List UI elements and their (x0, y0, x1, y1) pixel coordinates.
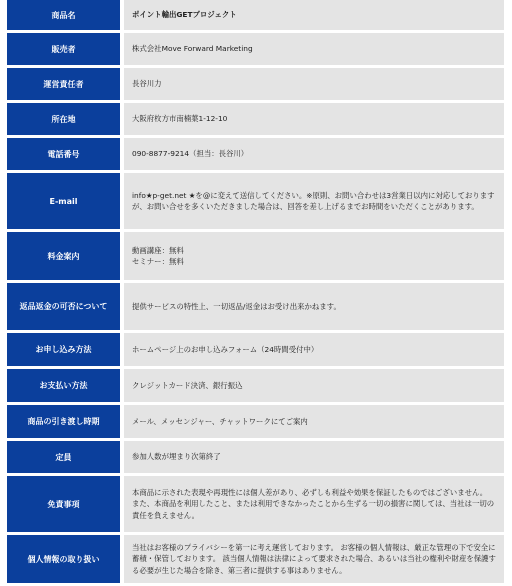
value-seller: 株式会社Move Forward Marketing (124, 33, 504, 65)
label-phone: 電話番号 (7, 138, 120, 170)
label-product-name: 商品名 (7, 0, 120, 30)
label-payment-method: お支払い方法 (7, 369, 120, 402)
label-capacity: 定員 (7, 441, 120, 473)
value-capacity: 参加人数が埋まり次第終了 (124, 441, 504, 473)
value-phone: 090-8877-9214（担当：長谷川） (124, 138, 504, 170)
row-refund-policy (7, 283, 504, 330)
value-address: 大阪府枚方市南楠葉1-12-10 (124, 103, 504, 135)
value-delivery-time: メール、メッセンジャー、チャットワークにてご案内 (124, 405, 504, 438)
row-delivery-time (7, 405, 504, 438)
row-disclaimer (7, 476, 504, 532)
company-info-table (7, 0, 504, 586)
value-disclaimer: 本商品に示された表現や再現性には個人差があり、必ずしも利益や効果を保証したものではございません。 また、本商品を利用したこと、または利用できなかったことから生ずる一切の損害に関しては、当社は一切の責任を負えません。 (124, 476, 504, 532)
label-refund-policy: 返品返金の可否について (7, 283, 120, 330)
label-application-method: お申し込み方法 (7, 333, 120, 366)
value-product-name: ポイント輸出GETプロジェクト (124, 0, 504, 30)
row-capacity (7, 441, 504, 473)
label-manager: 運営責任者 (7, 68, 120, 100)
value-pricing: 動画講座：無料 セミナー：無料 (124, 232, 504, 280)
label-privacy: 個人情報の取り扱い (7, 535, 120, 583)
row-payment-method (7, 369, 504, 402)
label-delivery-time: 商品の引き渡し時期 (7, 405, 120, 438)
row-pricing (7, 232, 504, 280)
label-seller: 販売者 (7, 33, 120, 65)
value-privacy: 当社はお客様のプライバシーを第一に考え運営しております。 お客様の個人情報は、厳正な管理の下で安全に蓄積・保管しております。 該当個人情報は法律によって要求された場合、あるいは当社の権利や財産を保護する必要が生じた場合を除き、第三者に提供する事はありません。 (124, 535, 504, 583)
row-application-method (7, 333, 504, 366)
value-refund-policy: 提供サービスの特性上、一切返品/返金はお受け出来かねます。 (124, 283, 504, 330)
label-disclaimer: 免責事項 (7, 476, 120, 532)
value-manager: 長谷川力 (124, 68, 504, 100)
value-payment-method: クレジットカード決済、銀行振込 (124, 369, 504, 402)
value-email: info★p-get.net ★を@に変えて送信してください。※原則、お問い合わせは3営業日以内に対応しておりますが、お問い合せを多くいただきました場合は、回答を差し上げるまでお時間をいただくことがあります。 (124, 173, 504, 229)
row-seller (7, 33, 504, 65)
row-manager (7, 68, 504, 100)
label-email: E-mail (7, 173, 120, 229)
row-phone (7, 138, 504, 170)
label-address: 所在地 (7, 103, 120, 135)
row-email (7, 173, 504, 229)
value-application-method: ホームページ上のお申し込みフォーム（24時間受付中） (124, 333, 504, 366)
row-privacy (7, 535, 504, 583)
label-pricing: 料金案内 (7, 232, 120, 280)
row-product-name (7, 0, 504, 30)
row-address (7, 103, 504, 135)
